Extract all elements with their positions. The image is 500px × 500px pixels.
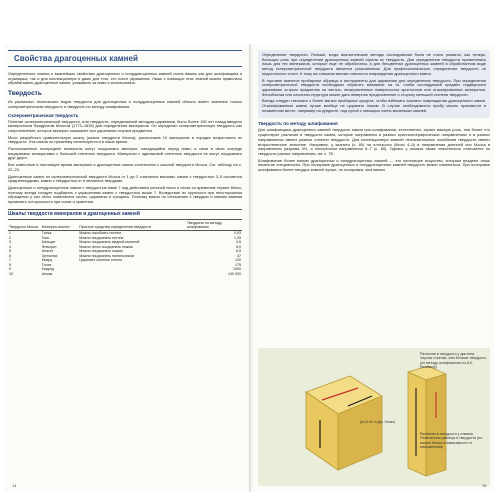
cell-test: Можно поцарапать ногтем (79, 235, 124, 240)
cell-moos: 8 (9, 262, 11, 267)
sclerometric-paragraph-1: Понятие склерометрической твердости, или твердости, определяемой методом царапания, было более 150 лет назад введено минералогом Фридрихом Моосом (1773–1839) для определения минералов. Он определил склерометрическую твердость как сопротивление, которое минерал оказывает при царапании острым предметом. (8, 118, 242, 133)
page-number-left: 14 (12, 483, 17, 488)
cell-test (78, 272, 186, 277)
book-gutter (249, 44, 253, 492)
cell-grind: 37 (237, 253, 241, 258)
cell-grind: 1000 (233, 267, 241, 272)
info-box (258, 50, 490, 118)
cell-grind: 5,0 (236, 244, 241, 249)
cell-moos: 6 (9, 253, 11, 258)
cell-test: Можно поцарапать медной монетой (79, 240, 140, 245)
cell-mineral: Корунд (41, 267, 54, 272)
grinding-paragraph-2: Шлифование более мягких драгоценных и полудрагоценных камней — это настоящее искусство, которым владеют лишь немногие специалисты. При полировке драгоценных и полудрагоценных камней твердость может изменяться. При полировке шлифования более твердых камней лучше, но полировка, чем мягких. (258, 157, 490, 173)
section-heading-hardness: Твердость (8, 90, 42, 98)
sclerometric-paragraph-4: Все известные в настоящее время минералы и драгоценные камни соотнесены с шкалой твердости Мооса. См. таблицу на с. 22–23. (8, 162, 242, 172)
box-paragraph-1: Определение твердости. Раньше, когда аналитические методы исследования были не столь развиты, как теперь, большую роль при определении драгоценных камней играла их твердость. Для определения твердости применялись лишь для тех минералов, которые еще не обработаны, а для бесцветных драгоценных камней в обработанном виде метод склерометрической твердости является рискованным. Для профессионального определения твердости он недостаточно точен. К тому же слишком велика опасность повреждения драгоценного камня. (262, 52, 486, 76)
cell-moos: 10 (9, 271, 13, 276)
sclerometric-paragraph-2: Моос разработал сравнительную шкалу (шкала твердости Мооса), расположив 10 минералов в порядке возрастания их твердости. Эта шкала по-прежнему используется и в наше время. (8, 134, 242, 145)
sclerometric-paragraph-6: Драгоценные и полудрагоценные камни с твердостью ниже 7 под действием уличной пыли и песка со временем теряют блеск, поэтому всегда следует подбирать к украшениям камни с твердостью выше 7. Вследствие их хрупкости при неосторожном обращении у них легко появляются сколы, царапины и трещины. Поэтому важно по отношению к твердым и мягким камням проявлять осторожность при носке и хранении. (8, 184, 242, 205)
cell-moos: 5 (9, 249, 11, 254)
figure-caption-1: Различия в твердости у дистена. Черная стрелка, чем больше твердость (по методу шлифования по А.Е. Розивалу) (420, 352, 487, 369)
cell-moos: 3 (9, 240, 11, 245)
cell-grind: 4,5 (236, 240, 241, 245)
box-paragraph-2: В торговле имеются пробирные образцы и инструменты для царапания для определения твердости. При определении склерометрической твердости необходимо обратить внимание на то, чтобы исследуемый предмет подвергался царапанию острым предметом на чистых, незагрязненных поверхностях кристаллов или отшлифованных минералов. Желобчатая или слоистая структура может дать неверное представление о сторону меньшей степени твердости. (262, 77, 486, 97)
col-header-mineral: Минерал-эталон (41, 220, 78, 231)
cell-grind: 140 000 (228, 271, 241, 276)
col-header-moos: Твердость Мооса (8, 220, 41, 231)
cell-test: Можно поцарапать ножом (79, 249, 123, 254)
cell-grind: 120 (235, 258, 241, 263)
cell-moos: 2 (9, 235, 11, 240)
cell-mineral: Апатит (41, 249, 54, 254)
page-number-right: 15 (482, 483, 487, 488)
cell-moos: 4 (9, 244, 11, 249)
cell-test: Можно оскоблить ногтем (79, 231, 121, 236)
hardness-table (8, 209, 242, 276)
cell-grind: 175 (235, 262, 241, 267)
cell-mineral: Гипс (41, 235, 50, 240)
cell-test: Можно легко поцарапать ножом (79, 244, 133, 249)
intro-paragraph: Определенные знания о важнейших свойствах драгоценных и полудрагоценных камней очень важны как для шлифовщика и огранщика, так и для коллекционера и даже для того, кто носит украшения. Лишь с помощью этих знаний можно правильно обрабатывать драгоценные камни, ухаживать за ними и использовать. (8, 71, 242, 86)
cell-mineral: Флюорит (41, 244, 57, 249)
cell-test: Царапает оконное стекло (79, 258, 123, 263)
cell-mineral: Кальцит (41, 240, 56, 245)
hardness-paragraph: Из различных технических видов твердости для драгоценных и полудрагоценных камней обычно имеет значение только склерометрическая твердость и твердость по методу шлифования. (8, 99, 242, 109)
right-page (258, 50, 490, 175)
cell-test: Можно поцарапать напильником (79, 253, 134, 258)
box-paragraph-3: Всегда следует начинать с более мягких пробирных средств, чтобы избежать лишнего повреждения драгоценного камня. Отшлифованные камни лучше вообще не царапать ножом. В случае необходимости пробу можно произвести в незаметном месте, например на рундисте, под лупой с помощью очень маленьких камней. (262, 98, 486, 113)
figure-caption-3: (по Е.М. и Дж. Уилкс) (360, 420, 396, 424)
cell-moos: 9 (9, 267, 11, 272)
table-row (8, 272, 242, 277)
sclerometric-paragraph-3: Расположенные посередине минералы могут поцарапать минерал, находящийся перед ними, и сами в свою очередь поцарапаны минералами с большей степенью твердости. Минералы с одинаковой степенью твердости не могут поцарапать друг друга. (8, 146, 242, 161)
cell-grind: 6,5 (236, 249, 241, 254)
figure-caption-2: Различия в твердости у алмаза. Отмеченная разница в твердости (по шкале Мооса в зависимости от направления) (420, 432, 483, 449)
table-title: Шкалы твердости минералов и драгоценных камней (8, 210, 242, 220)
page-title: Свойства драгоценных камней (8, 50, 242, 67)
cell-moos: 7 (9, 258, 11, 263)
cell-mineral: Кварц (41, 258, 52, 263)
cell-mineral: Тальк (41, 231, 52, 236)
cell-moos: 1 (9, 231, 11, 236)
cell-grind: 0,03 (234, 231, 241, 236)
cell-grind: 1,25 (234, 235, 241, 240)
col-header-test: Простые средства определения твердости (78, 220, 186, 231)
cell-mineral: Топаз (41, 262, 52, 267)
sclerometric-paragraph-5: Драгоценные камни по склерометрической твердости Мооса от 1 до 2 считаются мягкими, камни с твердостью 3–5 считаются среднетвердыми, камни с твердостью от 6 являются твердыми. (8, 173, 242, 184)
grinding-paragraph-1: Для шлифовщика драгоценных камней твердость камня при шлифовании, естественно, играет важную роль, тем более что существуют различия в твердости камня, которые направлены в разных кристаллографических направлениях и в разных направлениях имеют разные степени твердости. Для коллекционера камней незначительные колебания твердости имеют второстепенное значение. Например, у кианита (с. 80) на плоскости (Моос 4–5) в направлении длинной оси Мооса в направлении разрыва 4½, а поперечном направлении 6–7 (с. 80). Однако у алмаза также значительно отличается по твердости разные направления, см. с. 78. (258, 127, 490, 156)
subheading-grinding: Твердость по методу шлифования (258, 121, 338, 127)
left-page (8, 50, 242, 276)
cell-mineral: Ортоклаз (41, 253, 58, 258)
subheading-sclerometric: Склерометрическая твердость (8, 112, 79, 118)
cell-mineral: Алмаз (41, 271, 53, 276)
col-header-grind: Твердость по методу шлифования (186, 220, 242, 231)
